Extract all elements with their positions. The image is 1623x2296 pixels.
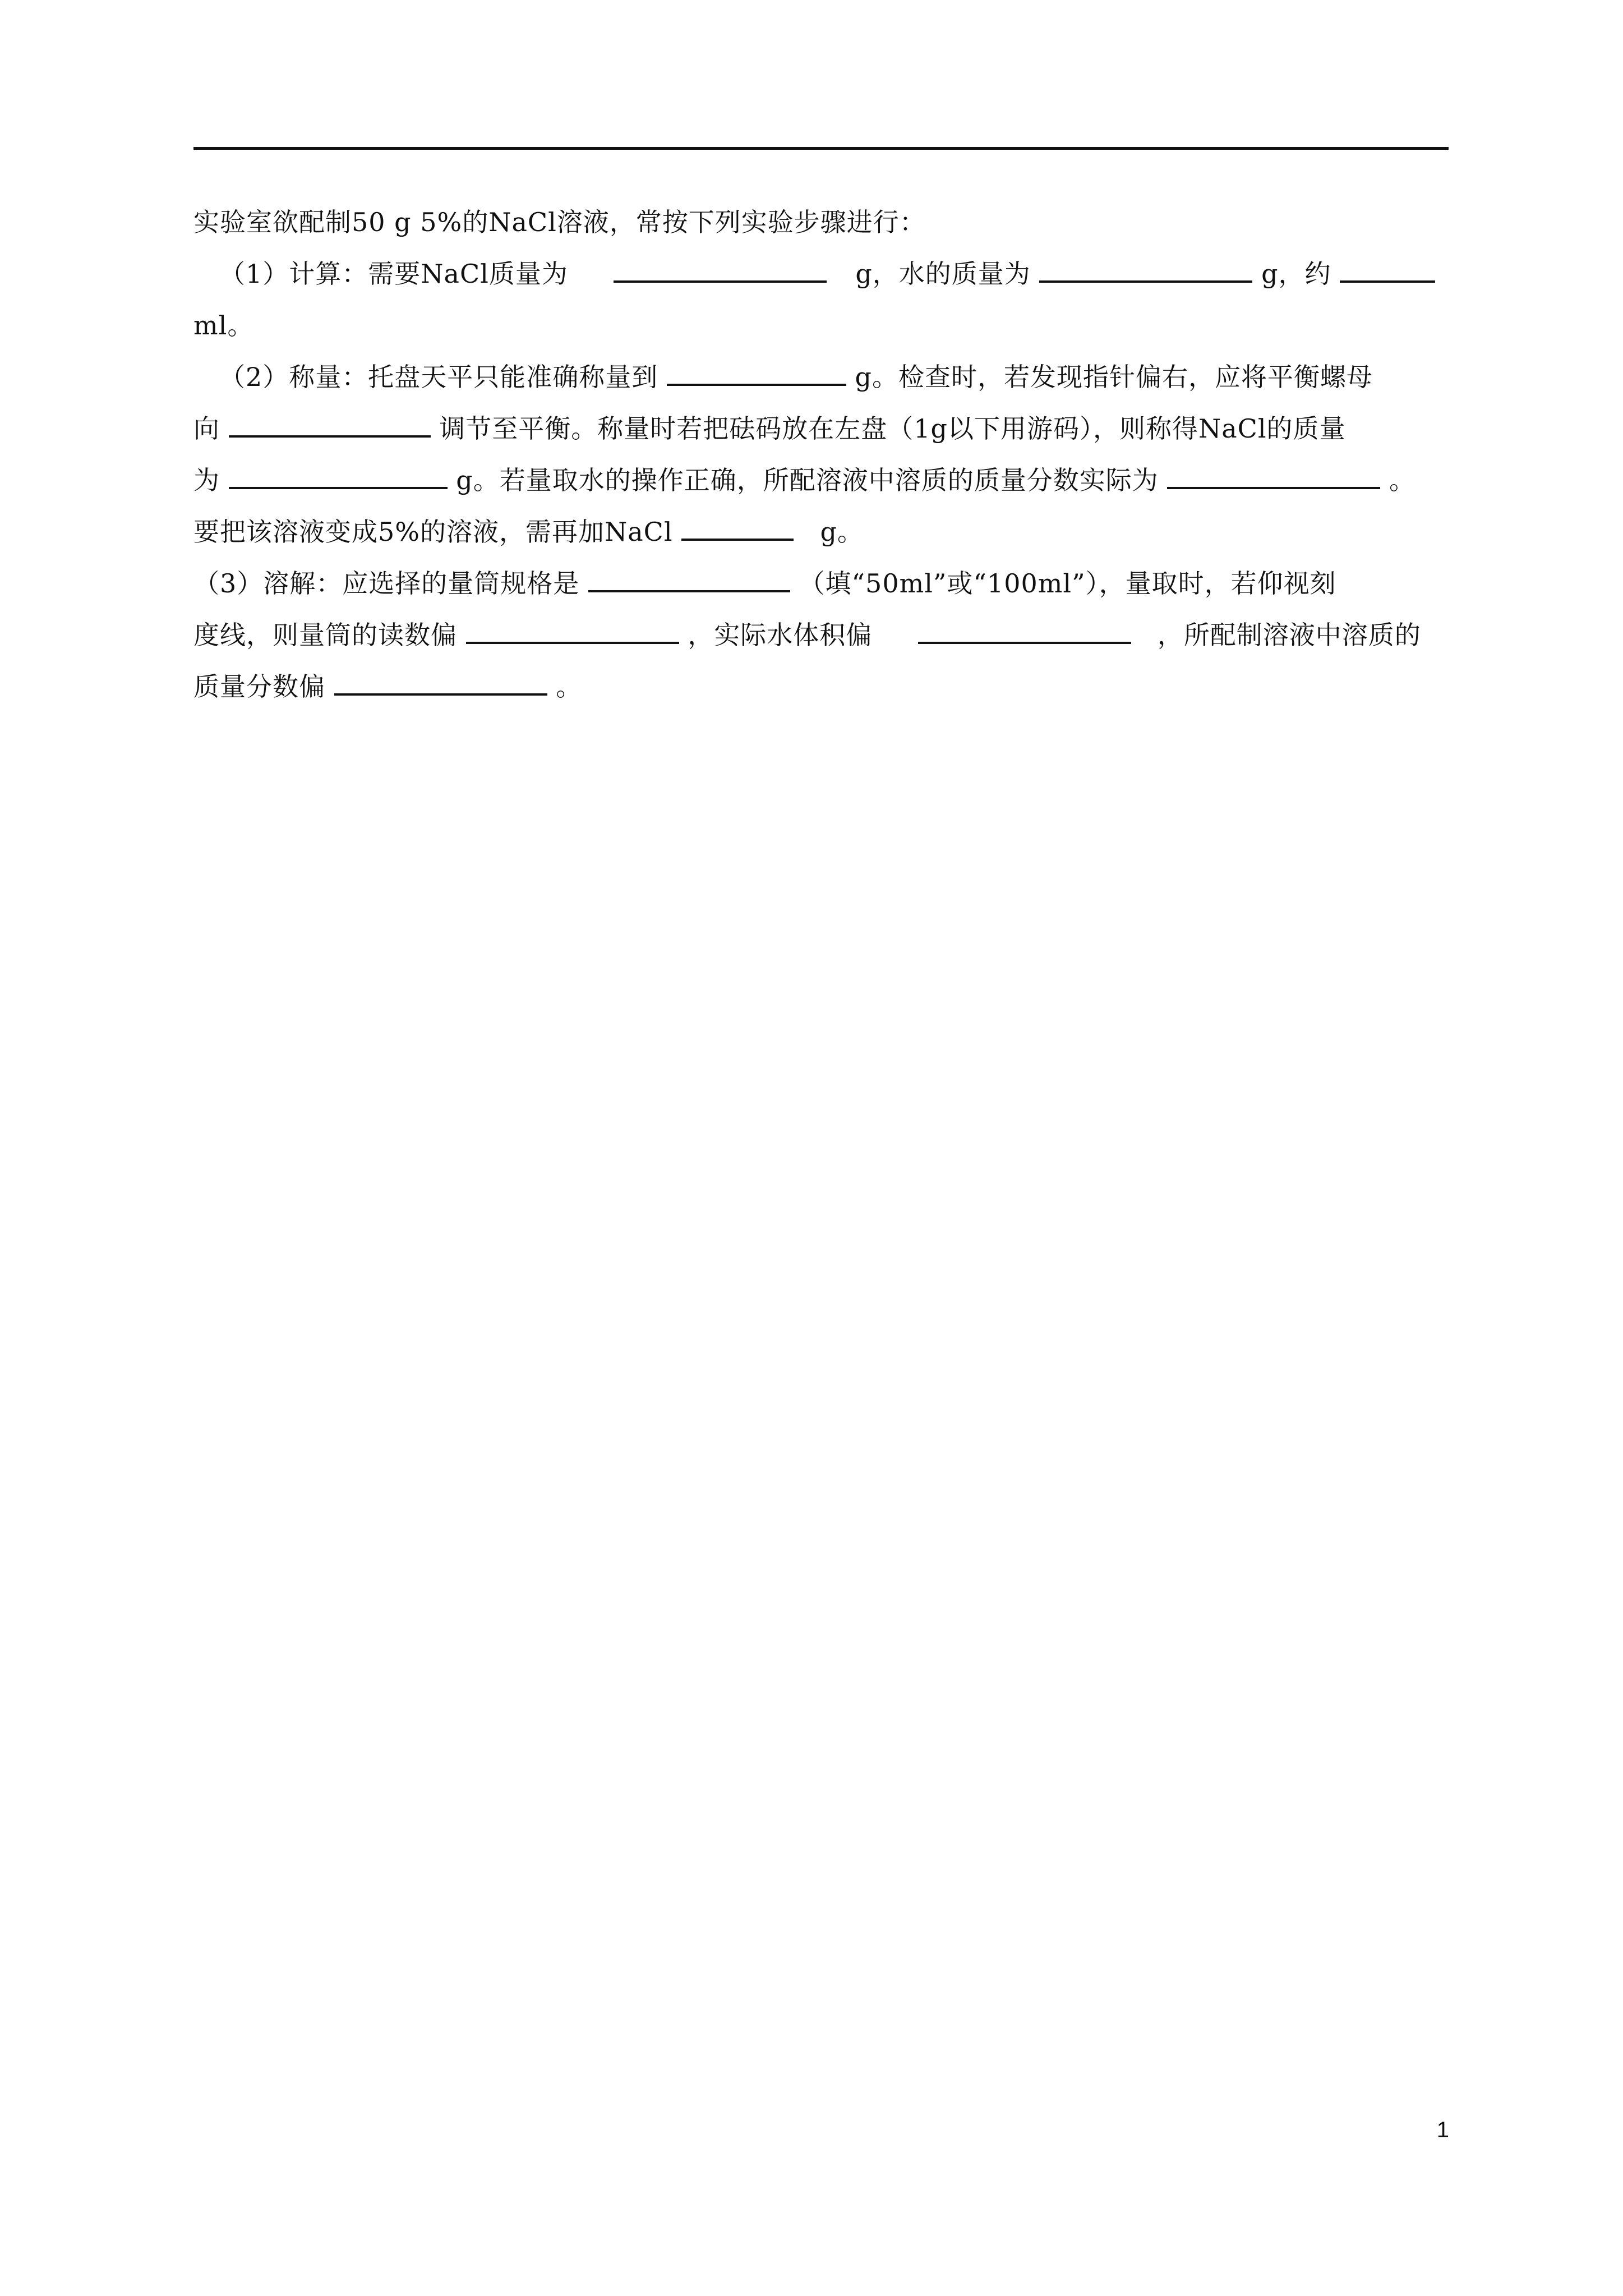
q1-line-2 [193,300,1449,351]
q2-blank-precision[interactable] [667,361,846,386]
q3-blank-cylinder-size[interactable] [588,568,790,592]
q2-text-h: 要把该溶液变成5%的溶液，需再加NaCl [193,517,673,547]
q3-text-d: ，实际水体积偏 [688,620,873,650]
q3-line-3 [193,661,1449,712]
q2-text-c: 向 [193,413,220,444]
q2-text-d: 调节至平衡。称量时若把砝码放在左盘（1g以下用游码），则称得NaCl的质量 [439,413,1346,444]
q1-text-a: （1）计算：需要NaCl质量为 [219,259,568,289]
q2-text-f: g。若量取水的操作正确，所配溶液中溶质的质量分数实际为 [456,465,1159,495]
q1-text-c: g，约 [1261,259,1331,289]
q2-text-i: g。 [820,517,864,547]
q3-text-c: 度线，则量筒的读数偏 [193,620,457,650]
q1-text-b: g，水的质量为 [855,259,1031,289]
q3-blank-water-volume[interactable] [918,619,1131,644]
intro-line [193,196,1449,248]
q1-line-1 [193,248,1449,300]
q2-line-1 [193,351,1449,403]
q2-text-a: （2）称量：托盘天平只能准确称量到 [219,362,658,392]
q2-line-4 [193,506,1449,558]
q1-blank-water-mass[interactable] [1039,258,1252,283]
q3-text-g: 。 [556,671,583,702]
q3-text-a: （3）溶解：应选择的量筒规格是 [193,568,580,599]
q3-text-b: （填“50ml”或“100ml”），量取时，若仰视刻 [799,568,1336,599]
q2-line-2 [193,403,1449,454]
q3-line-1 [193,558,1449,609]
q2-text-g: 。 [1389,465,1415,495]
q3-line-2 [193,609,1449,661]
page-number: 1 [1436,2118,1449,2142]
q2-blank-weighed-mass[interactable] [229,464,448,489]
q1-text-d: ml。 [193,310,254,341]
header-rule [193,147,1449,150]
q2-blank-extra-nacl[interactable] [681,516,794,541]
q2-text-e: 为 [193,465,220,495]
q3-blank-reading[interactable] [466,619,679,644]
q1-blank-water-volume[interactable] [1340,258,1435,283]
q3-text-e: ，所配制溶液中溶质的 [1157,620,1421,650]
q3-blank-mass-fraction[interactable] [334,671,547,696]
q2-blank-direction[interactable] [229,413,431,438]
q1-blank-nacl-mass[interactable] [614,258,827,283]
document-body [193,196,1449,712]
q2-line-3 [193,454,1449,506]
q3-text-f: 质量分数偏 [193,671,325,702]
q2-text-b: g。检查时，若发现指针偏右，应将平衡螺母 [855,362,1373,392]
q2-blank-actual-fraction[interactable] [1167,464,1380,489]
intro-text: 实验室欲配制50 g 5%的NaCl溶液，常按下列实验步骤进行： [193,207,926,237]
